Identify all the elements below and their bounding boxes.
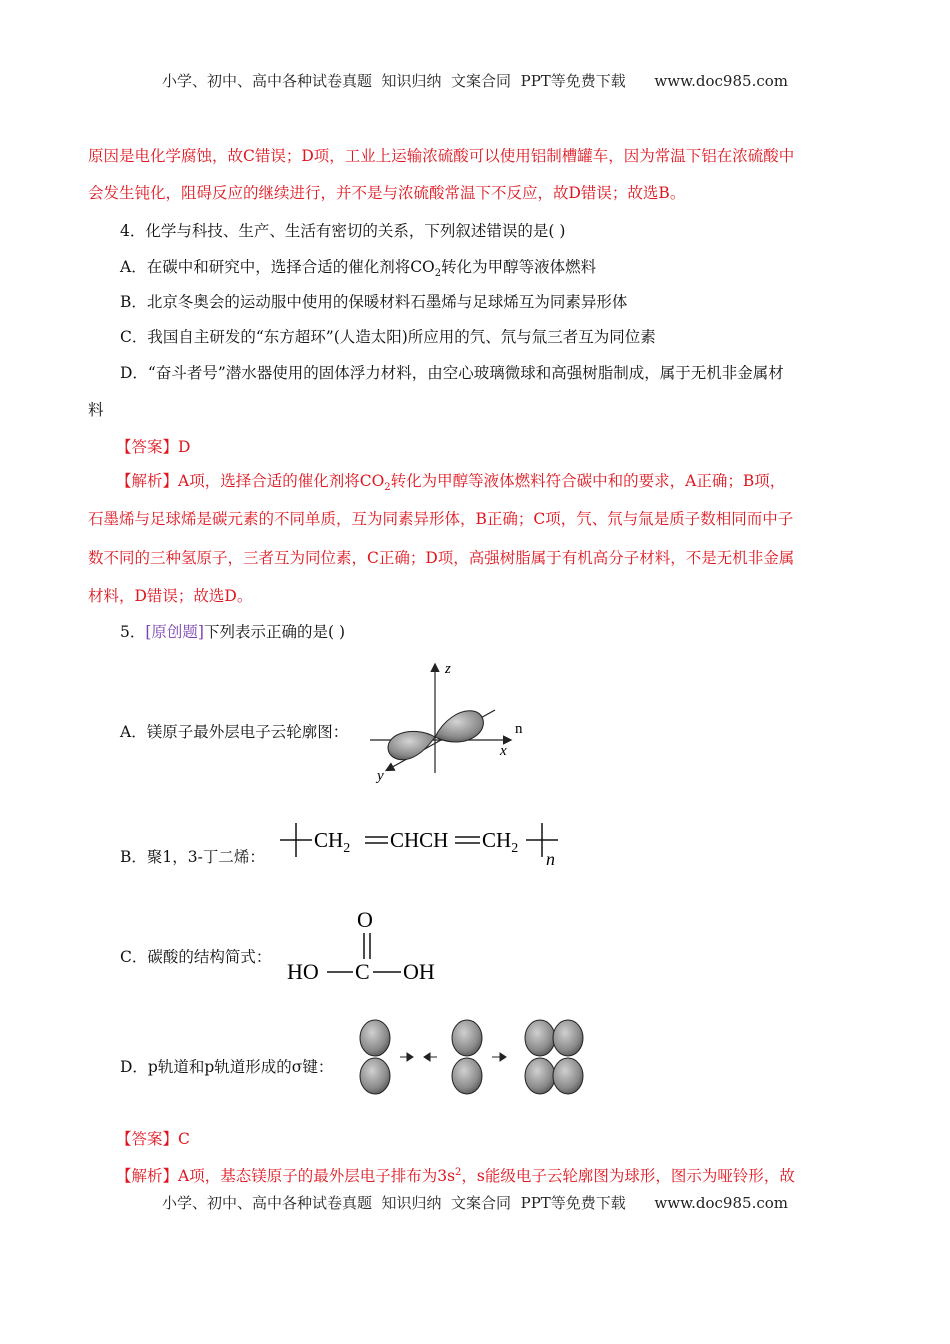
sigma-bond-result	[525, 1020, 583, 1094]
formula-chch: CHCH	[390, 828, 449, 852]
q4-option-b: B．北京冬奥会的运动服中使用的保暖材料石墨烯与足球烯互为同素异形体	[120, 293, 628, 311]
formula-oh: OH	[403, 959, 435, 984]
page-header: 小学、初中、高中各种试卷真题 知识归纳 文案合同 PPT等免费下载 www.doc985.com	[161, 72, 788, 90]
formula-o: O	[357, 907, 373, 932]
q4-option-d-line-2: 料	[88, 401, 104, 419]
formula-ho: HO	[287, 959, 319, 984]
page-footer: 小学、初中、高中各种试卷真题 知识归纳 文案合同 PPT等免费下载 www.doc985.com	[161, 1194, 788, 1212]
q4-explanation-line-1: 【解析】A项，选择合适的催化剂将$CO_2$转化为甲醇等液体燃料符合碳中和的要求，A正确；B项，	[116, 472, 786, 494]
q5-option-c-label: C．碳酸的结构简式：	[120, 948, 272, 966]
prev-explanation-line-1: 原因是电化学腐蚀，故C错误；D项，工业上运输浓硫酸可以使用铝制槽罐车，因为常温下铝在浓硫酸中	[88, 147, 795, 165]
q4-answer: 【答案】D	[116, 438, 191, 456]
q4-option-a: A．在碳中和研究中，选择合适的催化剂将$CO_2$转化为甲醇等液体燃料	[120, 258, 597, 280]
q4-option-d-line-1: D．“奋斗者号”潜水器使用的固体浮力材料，由空心玻璃微球和高强树脂制成，属于无机非金属材	[120, 364, 784, 382]
orbital-lobe-lower	[388, 731, 435, 759]
approach-arrow-right	[400, 1053, 413, 1061]
x-axis-label: x	[500, 743, 507, 759]
q4-explanation-line-4: 材料，D错误；故选D。	[88, 587, 253, 605]
result-arrow	[492, 1053, 506, 1061]
p-orbital-1	[360, 1020, 390, 1094]
carbonic-acid-formula	[285, 905, 455, 985]
formula-ch2-right: $CH_2$	[482, 828, 519, 856]
q5-answer: 【答案】C	[116, 1130, 190, 1148]
q5-explanation-line-1: 【解析】A项，基态镁原子的最外层电子排布为$3s^2$，s能级电子云轮廓图为球形，图示为哑铃形，故	[116, 1167, 795, 1186]
q5-option-d-label: D．p轨道和p轨道形成的σ键：	[120, 1058, 334, 1076]
orbital-lobe-upper	[435, 711, 483, 742]
q5-option-a-label: A．镁原子最外层电子云轮廓图：	[120, 723, 349, 741]
y-axis-label: y	[377, 768, 384, 784]
n-label: n	[515, 721, 523, 737]
formula-n: n	[546, 849, 555, 869]
q4-stem: 4．化学与科技、生产、生活有密切的关系，下列叙述错误的是( )	[120, 222, 566, 240]
prev-explanation-line-2: 会发生钝化，阻碍反应的继续进行，并不是与浓硫酸常温下不反应，故D错误；故选B。	[88, 184, 686, 202]
formula-c: C	[355, 959, 370, 984]
q4-option-c: C．我国自主研发的“东方超环”(人造太阳)所应用的氕、氘与氚三者互为同位素	[120, 328, 656, 346]
q5-original-tag: [原创题]	[145, 623, 204, 641]
formula-ch2-left: $CH_2$	[314, 828, 351, 856]
q5-option-b-label: B．聚1，3-丁二烯：	[120, 848, 265, 866]
p-orbital-diagram	[365, 655, 565, 785]
q4-explanation-line-2: 石墨烯与足球烯是碳元素的不同单质，互为同素异形体，B正确；C项，氕、氘与氚是质子数相同而中子	[88, 510, 794, 528]
q5-stem: 5．[原创题]下列表示正确的是( )	[120, 623, 346, 641]
z-axis-label: z	[445, 661, 451, 677]
sigma-bond-diagram	[355, 1018, 595, 1098]
q4-explanation-line-3: 数不同的三种氢原子，三者互为同位素，C正确；D项，高强树脂属于有机高分子材料，不是无机非金属	[88, 549, 795, 567]
p-orbital-2	[452, 1020, 482, 1094]
polybutadiene-formula	[268, 815, 568, 885]
approach-arrow-left	[424, 1053, 437, 1061]
